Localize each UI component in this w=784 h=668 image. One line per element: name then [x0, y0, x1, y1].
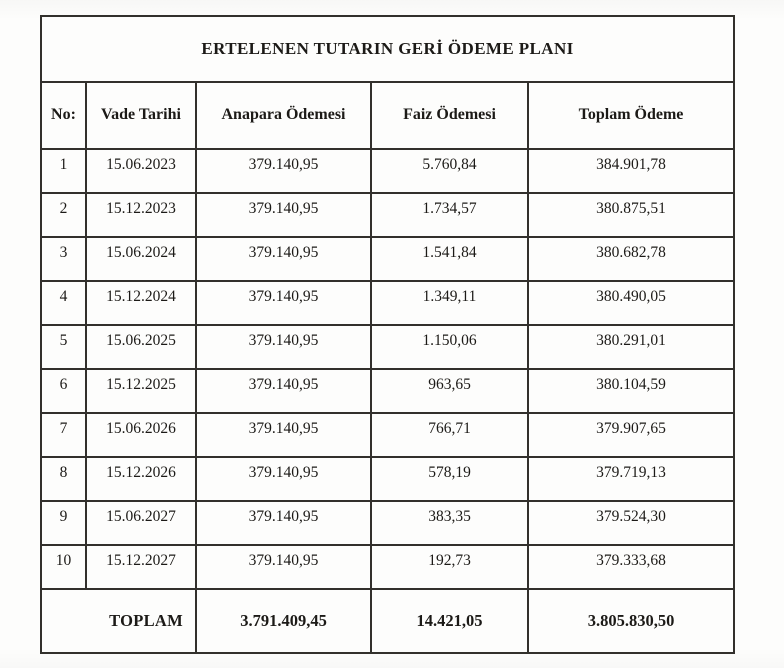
cell-anapara-odemesi: 379.140,95 [196, 281, 371, 325]
cell-faiz-odemesi: 1.541,84 [371, 237, 528, 281]
cell-faiz-odemesi: 1.349,11 [371, 281, 528, 325]
cell-toplam-odeme: 379.907,65 [528, 413, 734, 457]
table-total-row [41, 589, 734, 653]
cell-anapara-odemesi: 379.140,95 [196, 325, 371, 369]
cell-anapara-odemesi: 379.140,95 [196, 545, 371, 589]
table-row [41, 325, 734, 369]
cell-faiz-odemesi: 192,73 [371, 545, 528, 589]
cell-anapara-odemesi: 379.140,95 [196, 193, 371, 237]
table-row [41, 501, 734, 545]
total-label: TOPLAM [41, 589, 196, 653]
cell-faiz-odemesi: 1.150,06 [371, 325, 528, 369]
table-row [41, 457, 734, 501]
cell-anapara-odemesi: 379.140,95 [196, 369, 371, 413]
cell-toplam-odeme: 380.875,51 [528, 193, 734, 237]
cell-no: 10 [41, 545, 86, 589]
cell-vade-tarihi: 15.06.2025 [86, 325, 196, 369]
cell-faiz-odemesi: 578,19 [371, 457, 528, 501]
cell-faiz-odemesi: 5.760,84 [371, 149, 528, 193]
cell-anapara-odemesi: 379.140,95 [196, 457, 371, 501]
column-header-vade-tarihi: Vade Tarihi [86, 82, 196, 149]
cell-vade-tarihi: 15.12.2025 [86, 369, 196, 413]
cell-no: 7 [41, 413, 86, 457]
cell-faiz-odemesi: 766,71 [371, 413, 528, 457]
cell-no: 6 [41, 369, 86, 413]
cell-no: 2 [41, 193, 86, 237]
total-faiz: 14.421,05 [371, 589, 528, 653]
cell-vade-tarihi: 15.12.2027 [86, 545, 196, 589]
cell-no: 8 [41, 457, 86, 501]
cell-no: 3 [41, 237, 86, 281]
cell-toplam-odeme: 380.490,05 [528, 281, 734, 325]
cell-no: 9 [41, 501, 86, 545]
cell-vade-tarihi: 15.06.2027 [86, 501, 196, 545]
cell-vade-tarihi: 15.12.2023 [86, 193, 196, 237]
table-header-row [41, 82, 734, 149]
cell-toplam-odeme: 379.524,30 [528, 501, 734, 545]
total-toplam: 3.805.830,50 [528, 589, 734, 653]
cell-anapara-odemesi: 379.140,95 [196, 501, 371, 545]
cell-vade-tarihi: 15.06.2023 [86, 149, 196, 193]
cell-anapara-odemesi: 379.140,95 [196, 149, 371, 193]
cell-toplam-odeme: 384.901,78 [528, 149, 734, 193]
total-anapara: 3.791.409,45 [196, 589, 371, 653]
repayment-schedule-table [40, 15, 735, 654]
cell-toplam-odeme: 380.682,78 [528, 237, 734, 281]
table-row [41, 149, 734, 193]
table-row [41, 369, 734, 413]
column-header-no: No: [41, 82, 86, 149]
cell-vade-tarihi: 15.12.2026 [86, 457, 196, 501]
cell-faiz-odemesi: 963,65 [371, 369, 528, 413]
cell-no: 4 [41, 281, 86, 325]
cell-no: 1 [41, 149, 86, 193]
table-row [41, 281, 734, 325]
table-row [41, 237, 734, 281]
column-header-toplam-odeme: Toplam Ödeme [528, 82, 734, 149]
cell-vade-tarihi: 15.06.2026 [86, 413, 196, 457]
cell-vade-tarihi: 15.06.2024 [86, 237, 196, 281]
table-row [41, 545, 734, 589]
cell-toplam-odeme: 379.333,68 [528, 545, 734, 589]
cell-anapara-odemesi: 379.140,95 [196, 413, 371, 457]
cell-anapara-odemesi: 379.140,95 [196, 237, 371, 281]
table-row [41, 413, 734, 457]
cell-vade-tarihi: 15.12.2024 [86, 281, 196, 325]
column-header-faiz-odemesi: Faiz Ödemesi [371, 82, 528, 149]
table-title: ERTELENEN TUTARIN GERİ ÖDEME PLANI [41, 16, 734, 82]
table-row [41, 193, 734, 237]
cell-faiz-odemesi: 1.734,57 [371, 193, 528, 237]
cell-toplam-odeme: 379.719,13 [528, 457, 734, 501]
cell-toplam-odeme: 380.104,59 [528, 369, 734, 413]
column-header-anapara-odemesi: Anapara Ödemesi [196, 82, 371, 149]
cell-faiz-odemesi: 383,35 [371, 501, 528, 545]
cell-no: 5 [41, 325, 86, 369]
table-title-row [41, 16, 734, 82]
cell-toplam-odeme: 380.291,01 [528, 325, 734, 369]
